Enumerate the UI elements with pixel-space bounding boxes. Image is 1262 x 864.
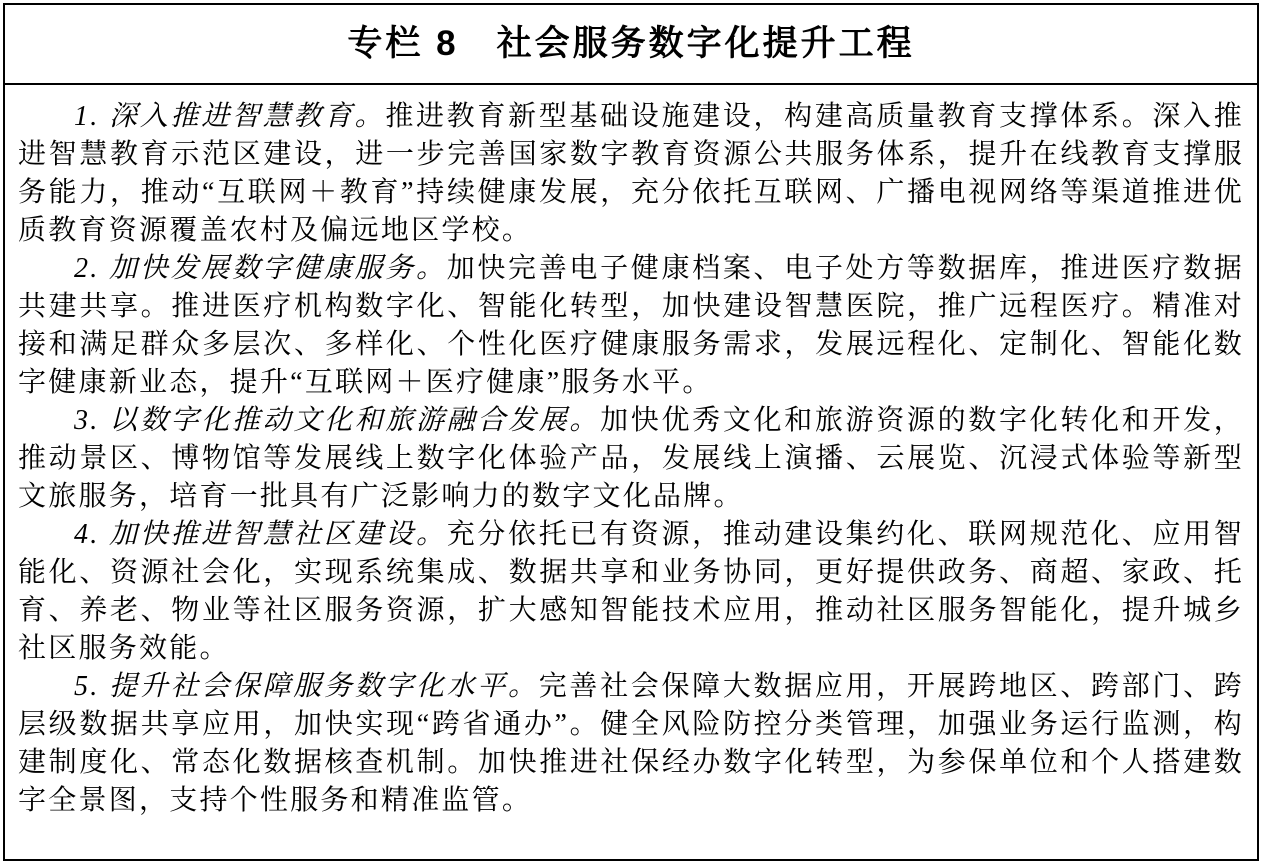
- panel-title: 专栏 8 社会服务数字化提升工程: [5, 5, 1257, 85]
- paragraph-5-lead: 5. 提升社会保障服务数字化水平。: [74, 671, 539, 702]
- paragraph-4-lead: 4. 加快推进智慧社区建设。: [74, 519, 447, 550]
- paragraph-1-lead: 1. 深入推进智慧教育。: [74, 101, 386, 132]
- paragraph-3: [18, 402, 1244, 516]
- paragraph-5: [18, 668, 1244, 820]
- paragraph-2-lead: 2. 加快发展数字健康服务。: [74, 253, 447, 284]
- paragraph-3-text: 加快优秀文化和旅游资源的数字化转化和开发，推动景区、博物馆等发展线上数字化体验产品，发展线上演播、云展览、沉浸式体验等新型文旅服务，培育一批具有广泛影响力的数字文化品牌。: [18, 405, 1244, 512]
- paragraph-1: [18, 98, 1244, 250]
- paragraph-1-text: 推进教育新型基础设施建设，构建高质量教育支撑体系。深入推进智慧教育示范区建设，进一步完善国家数字教育资源公共服务体系，提升在线教育支撑服务能力，推动“互联网＋教育”持续健康发展，充分依托互联网、广播电视网络等渠道推进优质教育资源覆盖农村及偏远地区学校。: [18, 101, 1244, 246]
- column-panel: [3, 3, 1259, 861]
- paragraph-2-text: 加快完善电子健康档案、电子处方等数据库，推进医疗数据共建共享。推进医疗机构数字化、智能化转型，加快建设智慧医院，推广远程医疗。精准对接和满足群众多层次、多样化、个性化医疗健康服务需求，发展远程化、定制化、智能化数字健康新业态，提升“互联网＋医疗健康”服务水平。: [18, 253, 1244, 398]
- paragraph-4: [18, 516, 1244, 668]
- panel-body: [5, 85, 1257, 820]
- paragraph-3-lead: 3. 以数字化推动文化和旅游融合发展。: [74, 405, 601, 436]
- paragraph-2: [18, 250, 1244, 402]
- paragraph-4-text: 充分依托已有资源，推动建设集约化、联网规范化、应用智能化、资源社会化，实现系统集成、数据共享和业务协同，更好提供政务、商超、家政、托育、养老、物业等社区服务资源，扩大感知智能技术应用，推动社区服务智能化，提升城乡社区服务效能。: [18, 519, 1244, 664]
- paragraph-5-text: 完善社会保障大数据应用，开展跨地区、跨部门、跨层级数据共享应用，加快实现“跨省通办”。健全风险防控分类管理，加强业务运行监测，构建制度化、常态化数据核查机制。加快推进社保经办数字化转型，为参保单位和个人搭建数字全景图，支持个性服务和精准监管。: [18, 671, 1244, 816]
